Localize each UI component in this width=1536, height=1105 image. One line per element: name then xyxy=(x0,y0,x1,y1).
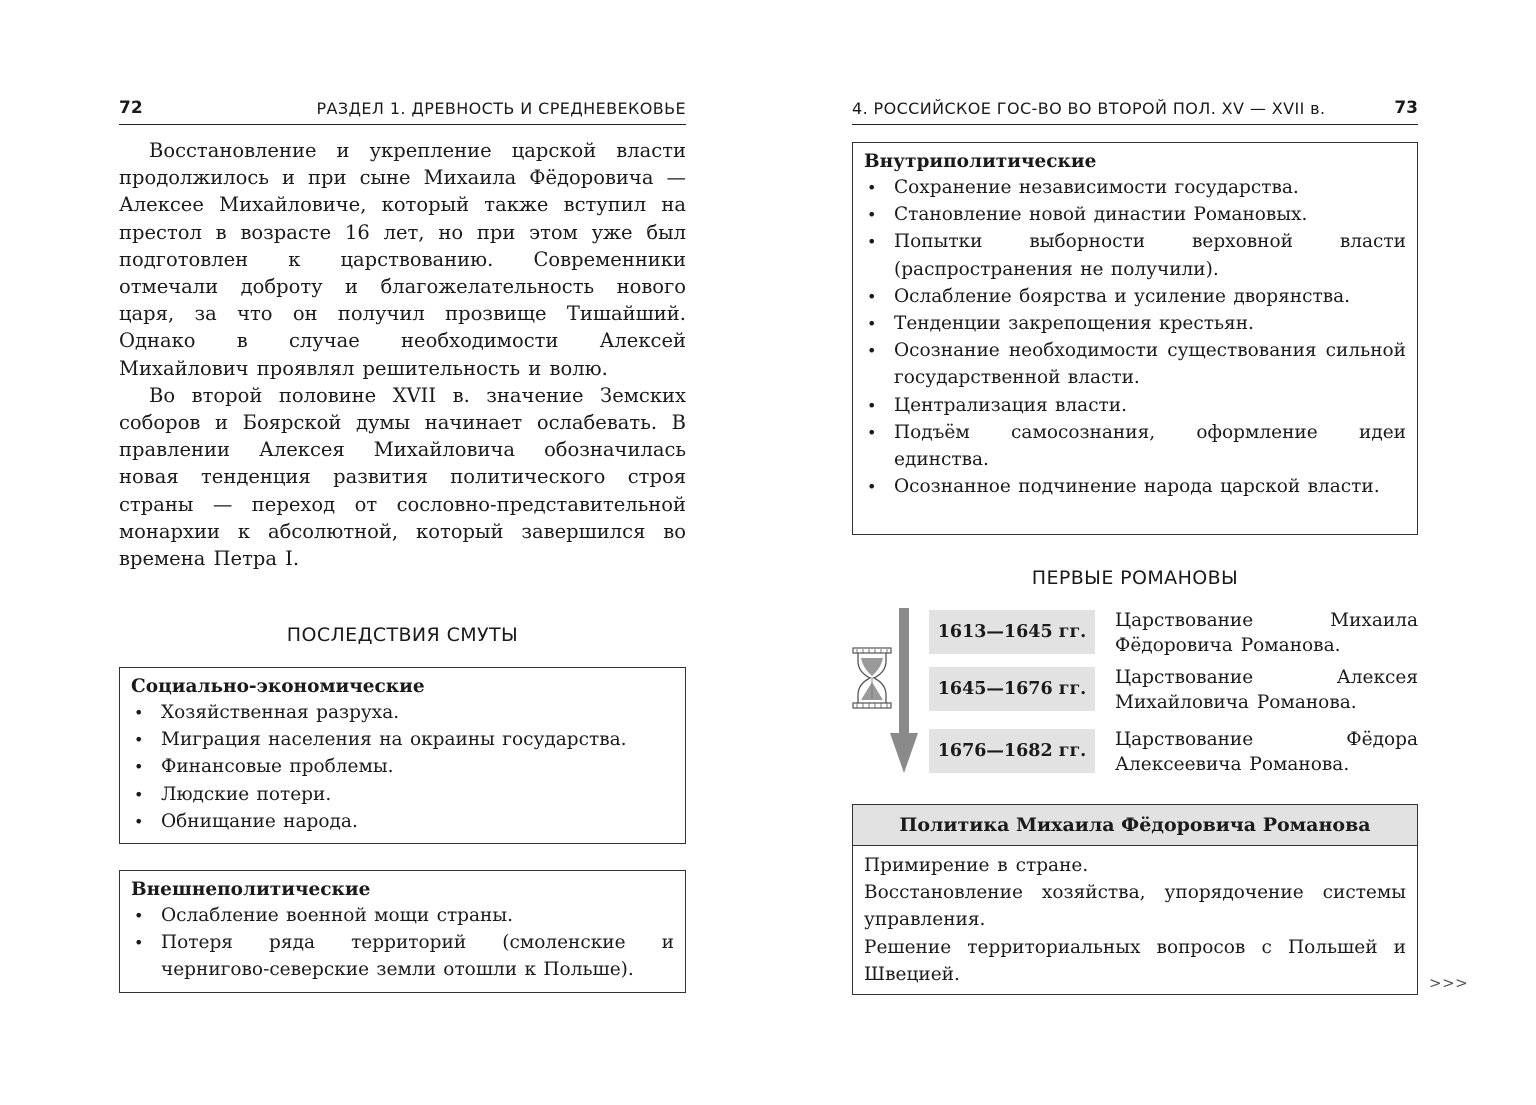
box-domestic-policy xyxy=(852,142,1418,535)
bullet-list xyxy=(131,699,674,835)
bullet-icon: • xyxy=(867,395,877,415)
list-item: • Миграция населения на окраины государства. xyxy=(131,726,674,753)
bullet-icon: • xyxy=(134,730,144,750)
list-item: • Попытки выборности верховной власти (распространения не получили). xyxy=(864,228,1406,282)
right-page-header xyxy=(852,92,1418,125)
bullet-list xyxy=(864,174,1406,500)
policy-line: Примирение в стране. xyxy=(864,855,1089,876)
bullet-icon: • xyxy=(134,703,144,722)
page-number: 73 xyxy=(1394,98,1418,118)
timeline-row xyxy=(929,727,1418,777)
down-arrow-icon xyxy=(890,733,918,773)
bullet-icon: • xyxy=(867,422,877,442)
timeline-arrow-shaft xyxy=(899,608,909,738)
box-title: Внешнеполитические xyxy=(131,879,371,900)
bullet-icon: • xyxy=(867,178,877,197)
timeline-description: Царствование Михаила Фёдоровича Романова. xyxy=(1115,610,1418,656)
box-social-economic xyxy=(119,667,686,844)
bullet-icon: • xyxy=(134,784,144,804)
timeline-description: Царствование Алексея Михайловича Романова. xyxy=(1115,667,1418,713)
bullet-icon: • xyxy=(134,933,144,953)
paragraph: Восстановление и укрепление царской власти продолжилось и при сыне Михаила Фёдоровича — Алексее Михайловиче, который также вступил на престол в возрасте 16 лет, но при этом уже был подготовлен к царствованию. Современники отмечали доброту и благожелательность нового царя, за что он получил прозвище Тишайший. Однако в случае необходимости Алексей Михайлович проявлял решительность и волю. xyxy=(119,139,686,380)
list-item: • Хозяйственная разруха. xyxy=(131,699,674,726)
bullet-list xyxy=(131,902,674,984)
page-number: 72 xyxy=(119,98,143,118)
bullet-icon: • xyxy=(134,906,144,925)
timeline-dates: 1676—1682 гг. xyxy=(929,729,1095,773)
timeline-row xyxy=(929,665,1418,715)
bullet-icon: • xyxy=(867,286,877,306)
list-item: • Подъём самосознания, оформление идеи единства. xyxy=(864,419,1406,473)
bullet-icon: • xyxy=(134,811,144,831)
box-title: Внутриполитические xyxy=(864,151,1097,172)
section-title-consequences: ПОСЛЕДСТВИЯ СМУТЫ xyxy=(286,624,519,646)
bullet-icon: • xyxy=(134,757,144,777)
bullet-icon: • xyxy=(867,341,877,361)
list-item: • Людские потери. xyxy=(131,781,674,808)
timeline-row xyxy=(929,608,1418,658)
policy-line: Решение территориальных вопросов с Польшей и Швецией. xyxy=(864,936,1406,985)
list-item: • Ослабление военной мощи страны. xyxy=(131,902,674,929)
paragraph: Во второй половине XVII в. значение Земских соборов и Боярской думы начинает ослабевать. В правлении Алексея Михайловича обозначилась новая тенденция развития политического строя страны — переход от сословно-представительной монархии к абсолютной, который завершился во времена Петра I. xyxy=(119,383,686,571)
policy-body xyxy=(853,846,1417,994)
list-item: • Обнищание народа. xyxy=(131,808,674,835)
running-head: 4. РОССИЙСКОЕ ГОС-ВО ВО ВТОРОЙ ПОЛ. XV — XVII в. xyxy=(852,98,1326,118)
romanov-timeline xyxy=(852,605,1418,780)
list-item: • Потеря ряда территорий (смоленские и чернигово-северские земли отошли к Польше). xyxy=(131,929,674,983)
list-item: • Становление новой династии Романовых. xyxy=(864,201,1406,228)
section-title-first-romanovs: ПЕРВЫЕ РОМАНОВЫ xyxy=(1031,567,1239,589)
list-item: • Финансовые проблемы. xyxy=(131,753,674,780)
list-item: • Ослабление боярства и усиление дворянства. xyxy=(864,283,1406,310)
running-head: РАЗДЕЛ 1. ДРЕВНОСТЬ И СРЕДНЕВЕКОВЬЕ xyxy=(316,98,686,118)
bullet-icon: • xyxy=(867,205,877,225)
policy-title: Политика Михаила Фёдоровича Романова xyxy=(853,805,1417,846)
bullet-icon: • xyxy=(867,477,877,497)
body-text xyxy=(119,137,686,572)
list-item: • Осознание необходимости существования сильной государственной власти. xyxy=(864,337,1406,391)
list-item: • Осознанное подчинение народа царской власти. xyxy=(864,473,1406,500)
bullet-icon: • xyxy=(867,232,877,252)
list-item: • Сохранение независимости государства. xyxy=(864,174,1406,201)
policy-line: Восстановление хозяйства, упорядочение системы управления. xyxy=(864,882,1406,931)
timeline-description: Царствование Фёдора Алексеевича Романова. xyxy=(1115,729,1418,775)
continue-mark: >>> xyxy=(1429,974,1469,992)
box-title: Социально-экономические xyxy=(131,676,425,697)
timeline-dates: 1645—1676 гг. xyxy=(929,667,1095,711)
hourglass-icon xyxy=(852,647,892,709)
policy-table xyxy=(852,804,1418,995)
timeline-dates: 1613—1645 гг. xyxy=(929,610,1095,654)
box-foreign-policy xyxy=(119,870,686,993)
left-page-header xyxy=(119,92,686,125)
bullet-icon: • xyxy=(867,314,877,334)
list-item: • Тенденции закрепощения крестьян. xyxy=(864,310,1406,337)
list-item: • Централизация власти. xyxy=(864,392,1406,419)
